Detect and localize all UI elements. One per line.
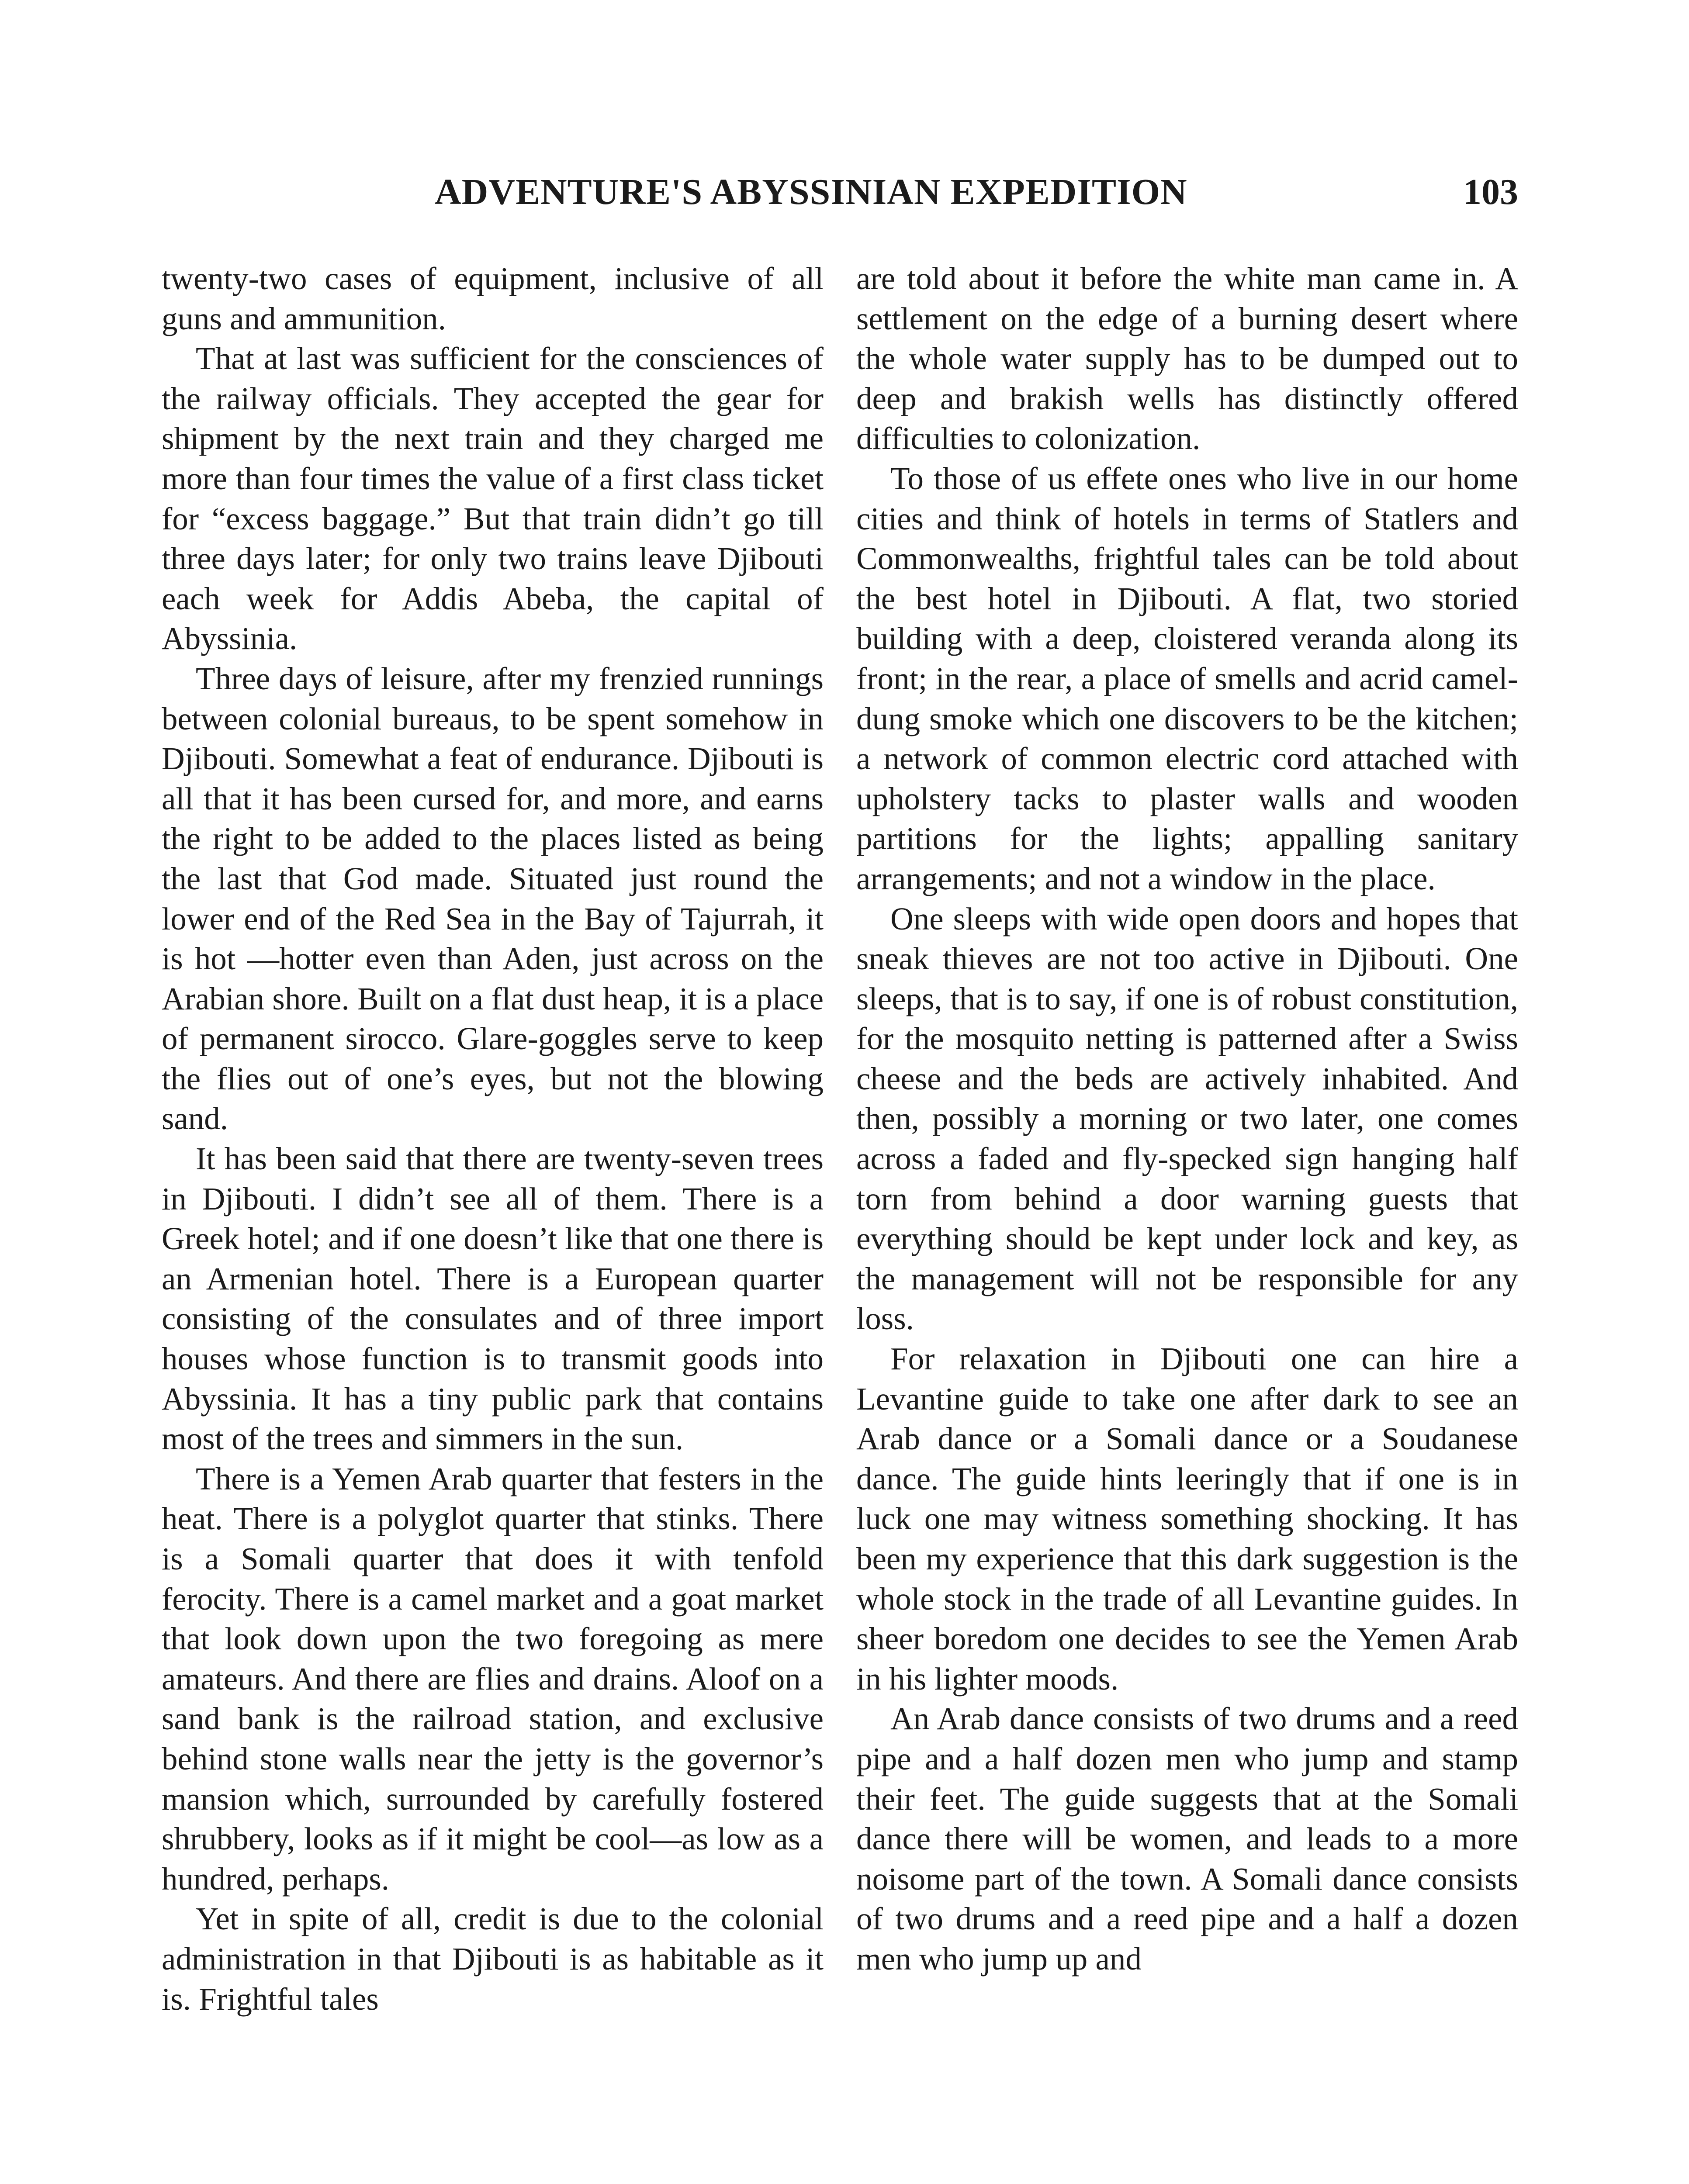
paragraph: There is a Yemen Arab quarter that festers in the heat. There is a polyglot quarter that stinks. There is a Somali quarter that does it with tenfold ferocity. There is a camel market and a goat market that look down upon the two foregoing as mere amateurs. And there are flies and drains. Aloof on a sand bank is the railroad station, and exclusive behind stone walls near the jetty is the governor’s mansion which, surrounded by carefully fostered shrubbery, looks as if it might be cool—as low as a hundred, perhaps. <box>162 1461 824 1897</box>
running-header <box>162 168 1518 216</box>
paragraph: One sleeps with wide open doors and hopes that sneak thieves are not too active in Djibouti. One sleeps, that is to say, if one is of robust constitution, for the mosquito netting is patterned after a Swiss cheese and the beds are actively inhabited. And then, possibly a morning or two later, one comes across a faded and fly-specked sign hanging half torn from behind a door warning guests that everything should be kept under lock and key, as the management will not be responsible for any loss. <box>856 901 1518 1337</box>
paragraph: are told about it before the white man came in. A settlement on the edge of a burning desert where the whole water supply has to be dumped out to deep and brakish wells has distinctly offered difficulties to colonization. <box>856 261 1518 456</box>
page-number: 103 <box>1463 172 1518 212</box>
paragraph: Yet in spite of all, credit is due to the colonial administration in that Djibouti is as habitable as it is. Frightful tales <box>162 1901 824 2017</box>
left-column <box>162 259 824 2019</box>
right-column <box>856 259 1518 1979</box>
running-title: ADVENTURE'S ABYSSINIAN EXPEDITION <box>435 172 1187 212</box>
paragraph: For relaxation in Djibouti one can hire a Levantine guide to take one after dark to see an Arab dance or a Somali dance or a Soudanese dance. The guide hints leeringly that if one is in luck one may witness something shocking. It has been my experience that this dark suggestion is the whole stock in the trade of all Levantine guides. In sheer boredom one decides to see the Yemen Arab in his lighter moods. <box>856 1341 1518 1697</box>
paragraph: twenty-two cases of equipment, inclusive of all guns and ammunition. <box>162 261 824 336</box>
paragraph: That at last was sufficient for the consciences of the railway officials. They accepted the gear for shipment by the next train and they charged me more than four times the value of a first class ticket for “excess baggage.” But that train didn’t go till three days later; for only two trains leave Djibouti each week for Addis Abeba, the capital of Abyssinia. <box>162 341 824 657</box>
paragraph: To those of us effete ones who live in our home cities and think of hotels in terms of Statlers and Commonwealths, frightful tales can be told about the best hotel in Djibouti. A flat, two storied building with a deep, cloistered veranda along its front; in the rear, a place of smells and acrid camel-dung smoke which one discovers to be the kitchen; a network of common electric cord attached with upholstery tacks to plaster walls and wooden partitions for the lights; appalling sanitary arrangements; and not a window in the place. <box>856 460 1518 896</box>
paragraph: It has been said that there are twenty-seven trees in Djibouti. I didn’t see all of them. There is a Greek hotel; and if one doesn’t like that one there is an Armenian hotel. There is a European quarter consisting of the consulates and of three import houses whose function is to transmit goods into Abyssinia. It has a tiny public park that contains most of the trees and simmers in the sun. <box>162 1141 824 1457</box>
paragraph: Three days of leisure, after my frenzied runnings between colonial bureaus, to be spent somehow in Djibouti. Somewhat a feat of endurance. Djibouti is all that it has been cursed for, and more, and earns the right to be added to the places listed as being the last that God made. Situated just round the lower end of the Red Sea in the Bay of Tajurrah, it is hot —hotter even than Aden, just across on the Arabian shore. Built on a flat dust heap, it is a place of permanent sirocco. Glare-goggles serve to keep the flies out of one’s eyes, but not the blowing sand. <box>162 660 824 1137</box>
paragraph: An Arab dance consists of two drums and a reed pipe and a half dozen men who jump and stamp their feet. The guide suggests that at the Somali dance there will be women, and leads to a more noisome part of the town. A Somali dance consists of two drums and a reed pipe and a half a dozen men who jump up and <box>856 1701 1518 1977</box>
